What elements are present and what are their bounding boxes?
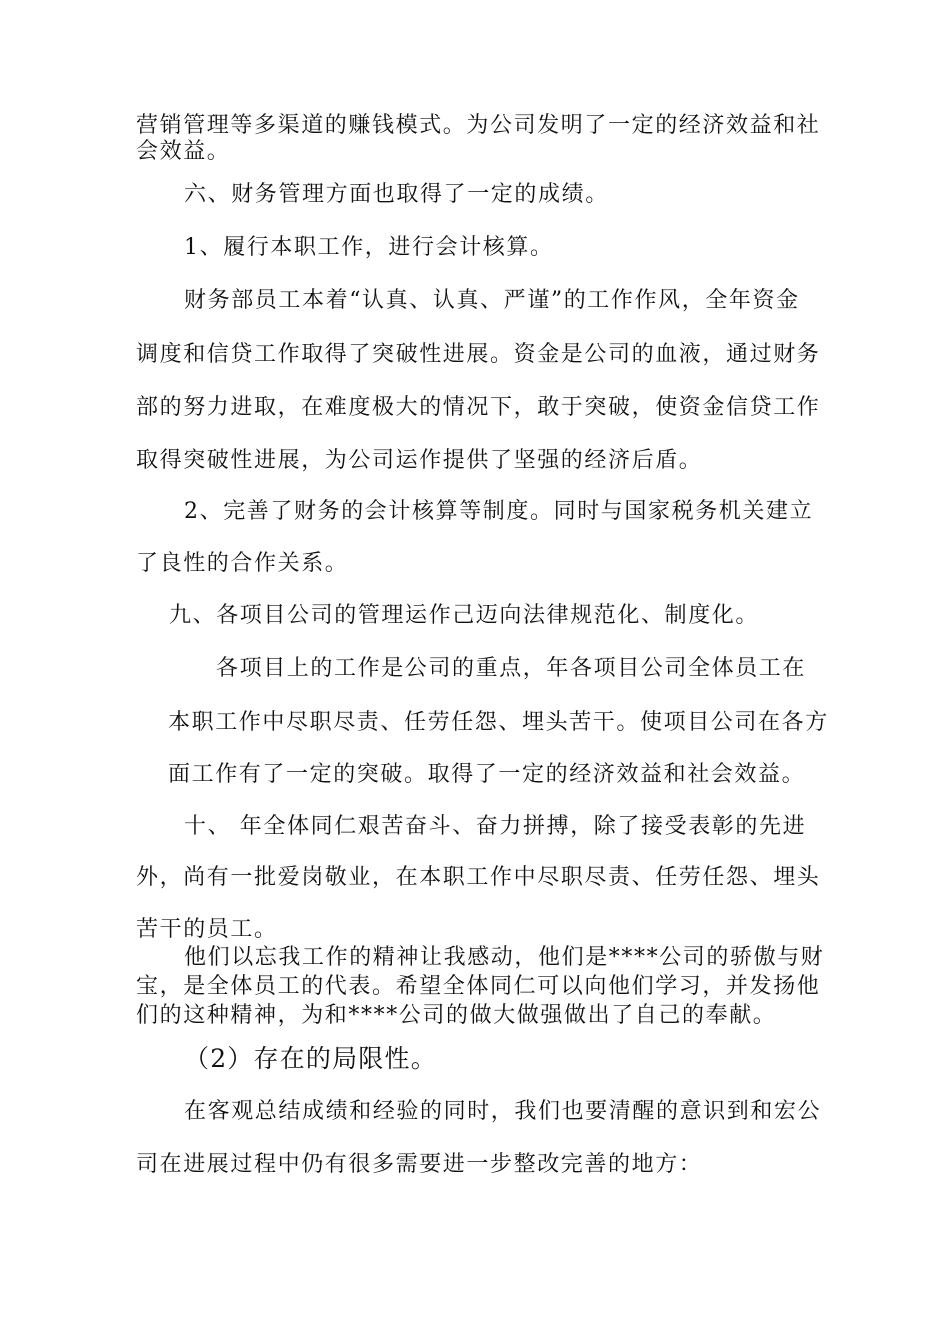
- list-item: 2、完善了财务的会计核算等制度。同时与国家税务机关建立: [184, 499, 814, 524]
- subsection-heading: （2）存在的局限性。: [184, 1044, 437, 1073]
- paragraph-line: 营销管理等多渠道的赚钱模式。为公司发明了一定的经济效益和社: [136, 113, 821, 138]
- paragraph-line: 他们以忘我工作的精神让我感动，他们是****公司的骄傲与财: [184, 945, 825, 970]
- paragraph-line: 本职工作中尽职尽责、任劳任怨、埋头苦干。使项目公司在各方: [168, 710, 829, 735]
- section-heading: 苦干的员工。: [136, 917, 278, 942]
- paragraph-line: 财务部员工本着“认真、认真、严谨”的工作作风，全年资金: [184, 288, 800, 313]
- paragraph-line: 司在进展过程中仍有很多需要进一步整改完善的地方：: [136, 1152, 703, 1177]
- section-heading: 外，尚有一批爱岗敬业，在本职工作中尽职尽责、任劳任怨、埋头: [136, 865, 821, 890]
- paragraph-line: 面工作有了一定的突破。取得了一定的经济效益和社会效益。: [168, 762, 806, 787]
- paragraph-line: 调度和信贷工作取得了突破性进展。资金是公司的血液，通过财务: [136, 342, 821, 367]
- paragraph-line: 在客观总结成绩和经验的同时，我们也要清醒的意识到和宏公: [184, 1099, 822, 1124]
- paragraph-line: 部的努力进取，在难度极大的情况下，敢于突破，使资金信贷工作: [136, 395, 821, 420]
- list-item: 1、履行本职工作，进行会计核算。: [184, 235, 554, 260]
- paragraph-line: 取得突破性进展，为公司运作提供了坚强的经济后盾。: [136, 448, 703, 473]
- section-heading: 十、 年全体同仁艰苦奋斗、奋力拼搏，除了接受表彰的先进: [184, 814, 807, 839]
- section-heading: 九、各项目公司的管理运作己迈向法律规范化、制度化。: [169, 603, 760, 628]
- list-item: 了良性的合作关系。: [136, 551, 349, 576]
- paragraph-line: 各项目上的工作是公司的重点，年各项目公司全体员工在: [216, 656, 807, 681]
- paragraph-line: 们的这种精神，为和****公司的做大做强做出了自己的奉献。: [136, 1003, 777, 1028]
- section-heading: 六、财务管理方面也取得了一定的成绩。: [184, 182, 609, 207]
- paragraph-line: 宝，是全体员工的代表。希望全体同仁可以向他们学习，并发扬他: [136, 974, 821, 999]
- paragraph-line: 会效益。: [136, 139, 231, 164]
